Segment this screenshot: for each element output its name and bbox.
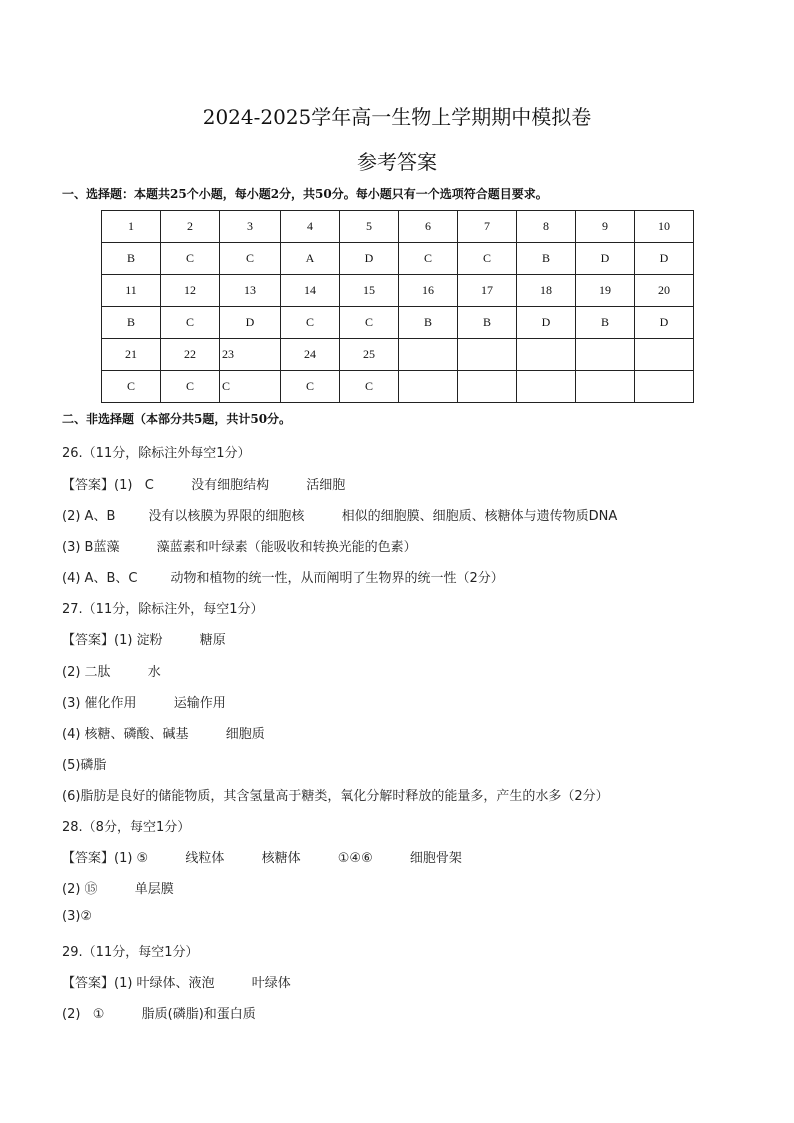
answer-table-cell: 16 (399, 275, 458, 307)
answer-table-cell: C (281, 371, 340, 403)
answer-table-row (102, 339, 694, 371)
q29-answer-1: 【答案】(1) 叶绿体、液泡 叶绿体 (62, 976, 291, 991)
answer-table-cell: 14 (281, 275, 340, 307)
answer-table-cell: C (161, 307, 220, 339)
answer-table-cell: 20 (635, 275, 694, 307)
answer-table-cell: C (399, 243, 458, 275)
q26-answer-1: 【答案】(1) C 没有细胞结构 活细胞 (62, 478, 346, 493)
answer-table-cell: B (517, 243, 576, 275)
answer-table-cell (635, 371, 694, 403)
q27-answer-2: (2) 二肽 水 (62, 665, 161, 680)
answer-table-cell: C (102, 371, 161, 403)
answer-table (101, 210, 694, 403)
q26-heading: 26.（11分，除标注外每空1分） (62, 446, 251, 461)
answer-table-cell: 5 (340, 211, 399, 243)
answer-table-cell (517, 371, 576, 403)
document-title: 2024-2025学年高一生物上学期期中模拟卷 (202, 105, 592, 129)
answer-table-cell: C (458, 243, 517, 275)
answer-table-cell: C (161, 243, 220, 275)
answer-table-cell: 21 (102, 339, 161, 371)
answer-table-row (102, 243, 694, 275)
q26-answer-4: (4) A、B、C 动物和植物的统一性，从而阐明了生物界的统一性（2分） (62, 571, 504, 586)
q27-heading: 27.（11分，除标注外，每空1分） (62, 602, 264, 617)
answer-table-cell: B (458, 307, 517, 339)
answer-table-cell: 4 (281, 211, 340, 243)
q27-answer-4: (4) 核糖、磷酸、碱基 细胞质 (62, 727, 265, 742)
answer-table-cell: B (102, 307, 161, 339)
answer-table-row (102, 211, 694, 243)
q28-answer-2: (2) ⑮ 单层膜 (62, 882, 174, 897)
answer-table-cell (458, 339, 517, 371)
answer-table-cell: 24 (281, 339, 340, 371)
answer-table-cell: C (281, 307, 340, 339)
answer-table-cell: D (340, 243, 399, 275)
answer-table-cell (635, 339, 694, 371)
answer-table-row (102, 307, 694, 339)
answer-table-cell: 1 (102, 211, 161, 243)
answer-table-cell: C (340, 307, 399, 339)
answer-table-cell: 17 (458, 275, 517, 307)
q27-answer-5: (5)磷脂 (62, 758, 107, 773)
answer-table-cell: 8 (517, 211, 576, 243)
answer-table-cell: D (635, 243, 694, 275)
answer-table-cell: D (220, 307, 281, 339)
q28-answer-1: 【答案】(1) ⑤ 线粒体 核糖体 ①④⑥ 细胞骨架 (62, 851, 462, 866)
answer-table-cell: 12 (161, 275, 220, 307)
q29-answer-2: (2) ① 脂质(磷脂)和蛋白质 (62, 1007, 256, 1022)
answer-table-cell: D (517, 307, 576, 339)
q28-heading: 28.（8分，每空1分） (62, 820, 191, 835)
answer-table-cell (399, 371, 458, 403)
answer-table-cell: A (281, 243, 340, 275)
answer-table-cell (576, 339, 635, 371)
answer-table-cell: 6 (399, 211, 458, 243)
q27-answer-3: (3) 催化作用 运输作用 (62, 696, 226, 711)
answer-table-cell (458, 371, 517, 403)
answer-table-cell: C (220, 371, 281, 403)
document-subtitle: 参考答案 (357, 150, 437, 174)
answer-table-cell: 9 (576, 211, 635, 243)
answer-table-cell: B (102, 243, 161, 275)
answer-table-row (102, 371, 694, 403)
answer-table-cell: 23 (220, 339, 281, 371)
q29-heading: 29.（11分，每空1分） (62, 945, 199, 960)
answer-table-cell: 2 (161, 211, 220, 243)
q27-answer-6: (6)脂肪是良好的储能物质，其含氢量高于糖类，氧化分解时释放的能量多，产生的水多（2分） (62, 789, 609, 804)
answer-table-cell: 18 (517, 275, 576, 307)
q26-answer-2: (2) A、B 没有以核膜为界限的细胞核 相似的细胞膜、细胞质、核糖体与遗传物质DNA (62, 509, 618, 524)
answer-table-cell: C (161, 371, 220, 403)
q26-answer-3: (3) B蓝藻 藻蓝素和叶绿素（能吸收和转换光能的色素） (62, 540, 417, 555)
section-nonchoice-heading: 二、非选择题（本部分共5题，共计50分。 (62, 412, 292, 426)
answer-table-cell: D (635, 307, 694, 339)
answer-table-row (102, 275, 694, 307)
answer-table-cell: 19 (576, 275, 635, 307)
answer-table-cell (399, 339, 458, 371)
answer-table-cell: 13 (220, 275, 281, 307)
answer-table-cell: 25 (340, 339, 399, 371)
answer-table-cell: C (340, 371, 399, 403)
section-choice-heading: 一、选择题：本题共25个小题，每小题2分，共50分。每小题只有一个选项符合题目要求。 (62, 187, 548, 201)
answer-table-cell: 15 (340, 275, 399, 307)
answer-table-cell (576, 371, 635, 403)
answer-table-cell (517, 339, 576, 371)
answer-table-cell: B (576, 307, 635, 339)
answer-table-cell: B (399, 307, 458, 339)
answer-table-cell: D (576, 243, 635, 275)
answer-table-cell: 22 (161, 339, 220, 371)
q27-answer-1: 【答案】(1) 淀粉 糖原 (62, 633, 226, 648)
answer-table-cell: 7 (458, 211, 517, 243)
answer-table-cell: C (220, 243, 281, 275)
answer-table-cell: 3 (220, 211, 281, 243)
q28-answer-3: (3)② (62, 909, 93, 924)
answer-table-cell: 10 (635, 211, 694, 243)
answer-table-cell: 11 (102, 275, 161, 307)
